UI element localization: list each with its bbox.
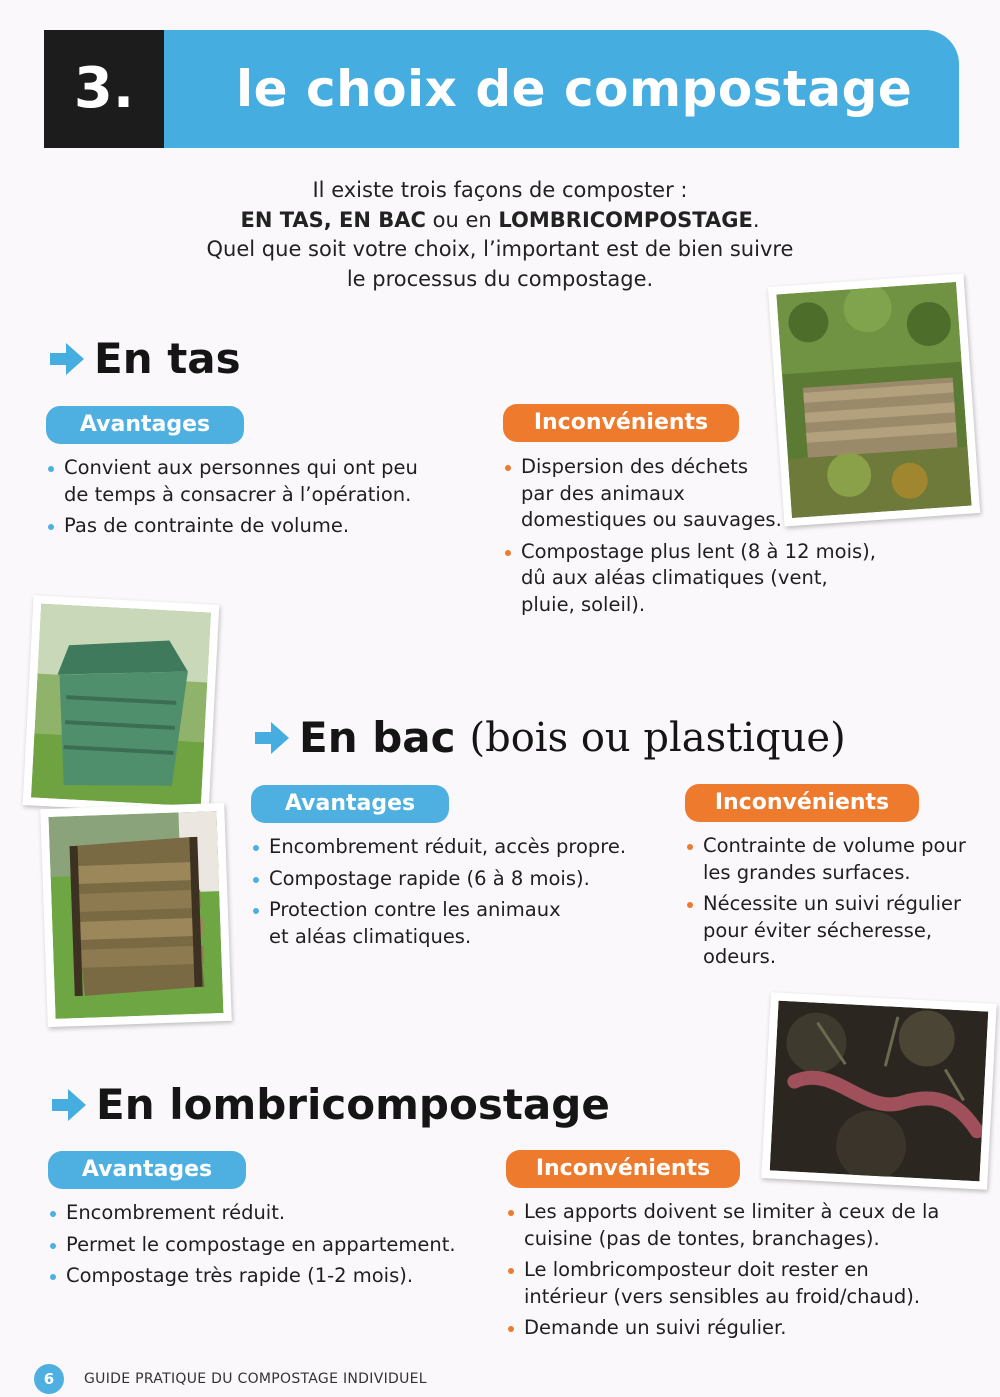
page-number: 6 bbox=[34, 1364, 64, 1394]
list-item: Compostage plus lent (8 à 12 mois), dû aux aléas climatiques (vent, pluie, soleil). bbox=[503, 539, 883, 619]
drawbacks-label-lombri: Inconvénients bbox=[506, 1150, 740, 1188]
list-item: Demande un suivi régulier. bbox=[506, 1315, 946, 1342]
drawbacks-list-bac bbox=[685, 833, 975, 976]
list-item: Contrainte de volume pour les grandes surfaces. bbox=[685, 833, 975, 886]
list-item: Pas de contrainte de volume. bbox=[46, 513, 446, 540]
intro-bold-1: EN TAS, EN BAC bbox=[240, 207, 426, 232]
intro-bold-2: LOMBRICOMPOSTAGE bbox=[498, 207, 753, 232]
list-item: Dispersion des déchets par des animaux domestiques ou sauvages. bbox=[503, 454, 783, 534]
photo-plastic-bin bbox=[23, 595, 220, 814]
section-subtitle-bac: (bois ou plastique) bbox=[469, 714, 846, 761]
arrow-right-icon bbox=[251, 718, 291, 758]
list-item: Convient aux personnes qui ont peu de temps à consacrer à l’opération. bbox=[46, 455, 446, 508]
advantages-label-bac: Avantages bbox=[251, 785, 449, 823]
list-item: Permet le compostage en appartement. bbox=[48, 1232, 488, 1259]
drawbacks-label-bac: Inconvénients bbox=[685, 784, 919, 822]
section-title-bac-text: En bac bbox=[299, 713, 456, 762]
page-footer bbox=[34, 1364, 427, 1394]
photo-earthworm bbox=[761, 992, 996, 1190]
page-title: le choix de compostage bbox=[164, 30, 959, 148]
list-item: Les apports doivent se limiter à ceux de la cuisine (pas de tontes, branchages). bbox=[506, 1199, 946, 1252]
intro-line-2 bbox=[150, 206, 850, 236]
section-title-lombri-text: En lombricompostage bbox=[96, 1080, 610, 1129]
intro-line-1: Il existe trois façons de composter : bbox=[312, 178, 688, 202]
list-item: Compostage très rapide (1-2 mois). bbox=[48, 1263, 488, 1290]
drawbacks-list-tas bbox=[503, 454, 876, 623]
advantages-label-tas: Avantages bbox=[46, 406, 244, 444]
advantages-list-bac bbox=[251, 834, 651, 955]
advantages-label-lombri: Avantages bbox=[48, 1151, 246, 1189]
intro-text bbox=[150, 176, 850, 294]
advantages-list-tas bbox=[46, 455, 446, 545]
section-title-lombri bbox=[48, 1080, 610, 1129]
list-item: Le lombricomposteur doit rester en intérieur (vers sensibles au froid/chaud). bbox=[506, 1257, 946, 1310]
section-title-tas bbox=[46, 334, 241, 383]
arrow-right-icon bbox=[48, 1085, 88, 1125]
photo-compost-heap bbox=[768, 273, 980, 526]
intro-line-3: Quel que soit votre choix, l’important est de bien suivre bbox=[206, 237, 794, 261]
list-item: Compostage rapide (6 à 8 mois). bbox=[251, 866, 651, 893]
arrow-right-icon bbox=[46, 339, 86, 379]
drawbacks-label-tas: Inconvénients bbox=[503, 404, 739, 442]
page-header bbox=[44, 30, 959, 148]
advantages-list-lombri bbox=[48, 1200, 488, 1295]
drawbacks-list-lombri bbox=[506, 1199, 946, 1347]
intro-mid: ou en bbox=[425, 207, 499, 232]
list-item: Protection contre les animaux et aléas climatiques. bbox=[251, 897, 571, 950]
list-item: Nécessite un suivi régulier pour éviter sécheresse, odeurs. bbox=[685, 891, 975, 971]
photo-wooden-bin bbox=[40, 803, 231, 1027]
footer-label: GUIDE PRATIQUE DU COMPOSTAGE INDIVIDUEL bbox=[84, 1371, 427, 1387]
section-title-bac bbox=[251, 713, 846, 762]
section-title-tas-text: En tas bbox=[94, 334, 241, 383]
intro-end: . bbox=[752, 207, 760, 232]
list-item: Encombrement réduit, accès propre. bbox=[251, 834, 651, 861]
section-number: 3. bbox=[44, 30, 164, 148]
intro-line-4: le processus du compostage. bbox=[346, 266, 654, 291]
list-item: Encombrement réduit. bbox=[48, 1200, 488, 1227]
